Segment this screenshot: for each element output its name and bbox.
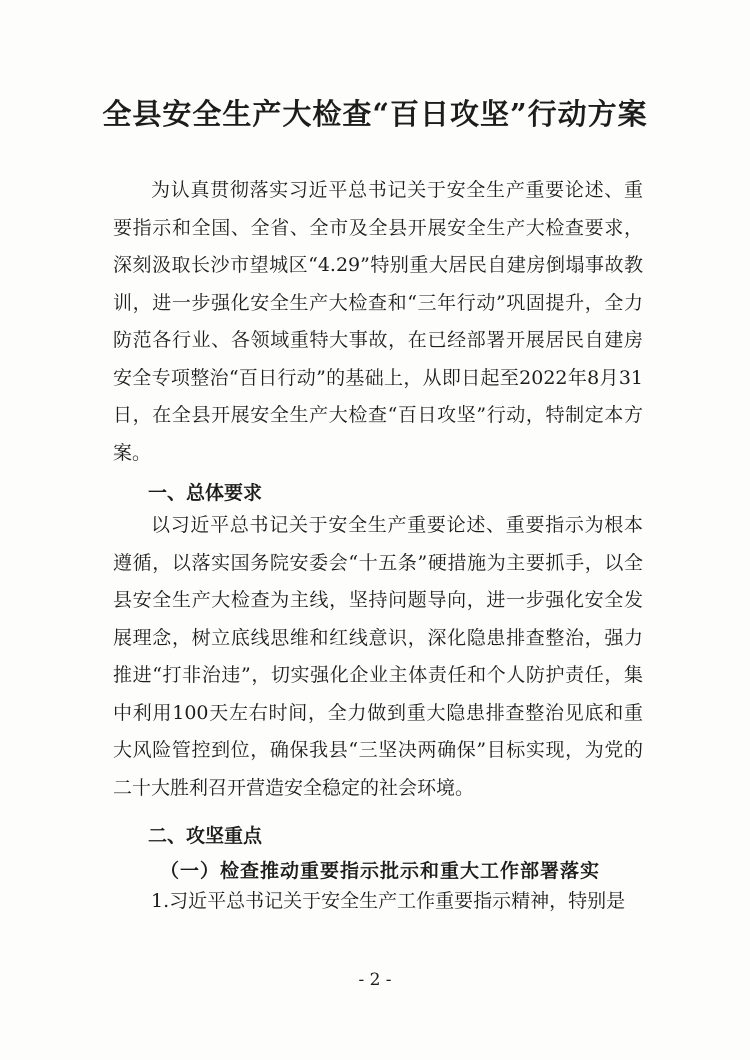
section1-paragraph: 以习近平总书记关于安全生产重要论述、重要指示为根本遵循，以落实国务院安委会“十五条”硬措施为主要抓手，以全县安全生产大检查为主线，坚持问题导向，进一步强化安全发展理念，树立底线思维和红线意识，深化隐患排查整治，强力推进“打非治违”，切实强化企业主体责任和个人防护责任，集中利用100天左右时间，全力做到重大隐患排查整治见底和重大风险管控到位，确保我县“三坚决两确保”目标实现，为党的二十大胜利召开营造安全稳定的社会环境。 (113, 514, 643, 799)
subsection1-heading: （一）检查推动重要指示批示和重大工作部署落实 (160, 860, 601, 882)
intro-paragraph-block (113, 172, 643, 472)
intro-paragraph: 为认真贯彻落实习近平总书记关于安全生产重要论述、重要指示和全国、全省、全市及全县开展安全生产大检查要求，深刻汲取长沙市望城区“4.29”特别重大居民自建房倒塌事故教训，进一步强化安全生产大检查和“三年行动”巩固提升，全力防范各行业、各领域重特大事故，在已经部署开展居民自建房安全专项整治“百日行动”的基础上，从即日起至2022年8月31日，在全县开展安全生产大检查“百日攻坚”行动，特制定本方案。 (113, 179, 643, 464)
section2-heading: 二、攻坚重点 (148, 825, 263, 847)
item1-paragraph-block (113, 883, 643, 921)
page-number: - 2 - (358, 970, 392, 990)
document-title: 全县安全生产大检查“百日攻坚”行动方案 (102, 97, 648, 131)
section1-paragraph-block (113, 507, 643, 807)
section1-heading: 一、总体要求 (148, 482, 263, 504)
item1-paragraph: 1.习近平总书记关于安全生产工作重要指示精神，特别是 (151, 890, 626, 912)
